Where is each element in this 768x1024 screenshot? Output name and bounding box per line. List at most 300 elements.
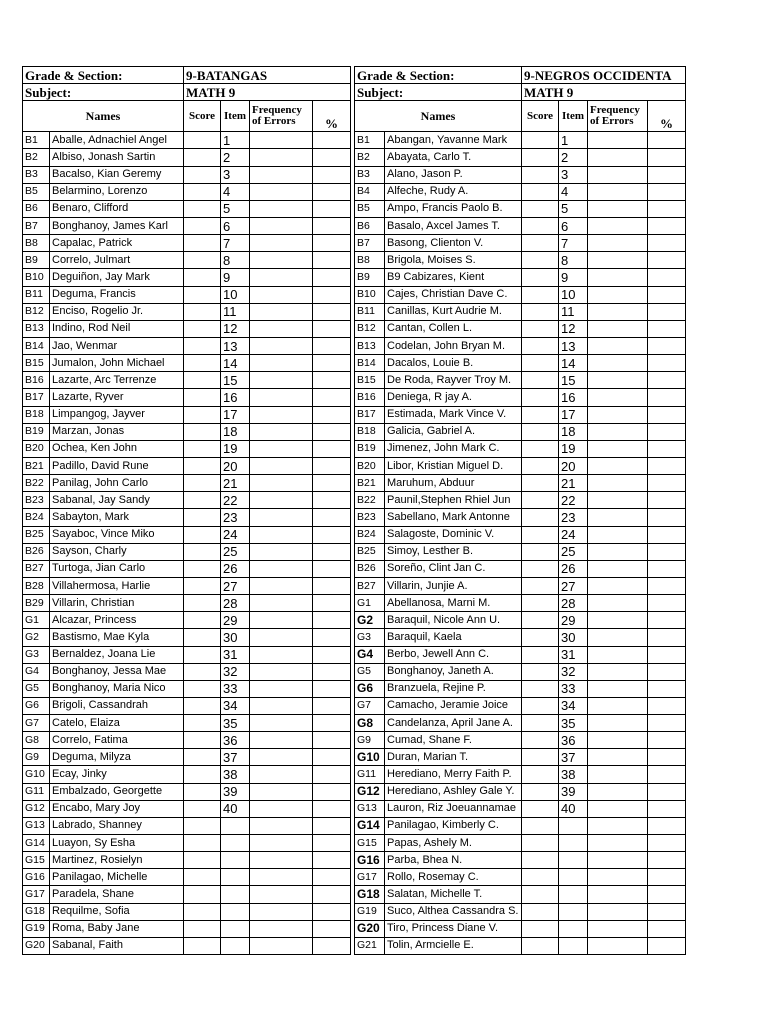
score-cell[interactable] — [184, 886, 221, 903]
score-cell[interactable] — [522, 835, 559, 852]
frequency-cell[interactable] — [588, 440, 648, 457]
percent-cell[interactable] — [313, 235, 351, 252]
percent-cell[interactable] — [648, 680, 686, 697]
score-cell[interactable] — [184, 835, 221, 852]
frequency-cell[interactable] — [588, 475, 648, 492]
percent-cell[interactable] — [313, 355, 351, 372]
score-cell[interactable] — [522, 920, 559, 937]
frequency-cell[interactable] — [588, 149, 648, 166]
percent-cell[interactable] — [648, 303, 686, 320]
score-cell[interactable] — [522, 132, 559, 149]
frequency-cell[interactable] — [250, 337, 313, 354]
student-code: B12 — [355, 320, 385, 337]
percent-cell[interactable] — [313, 886, 351, 903]
frequency-cell[interactable] — [250, 235, 313, 252]
score-cell[interactable] — [522, 800, 559, 817]
score-cell[interactable] — [184, 680, 221, 697]
score-cell[interactable] — [522, 766, 559, 783]
frequency-cell[interactable] — [588, 920, 648, 937]
score-cell[interactable] — [522, 937, 559, 954]
score-cell[interactable] — [184, 320, 221, 337]
frequency-cell[interactable] — [250, 886, 313, 903]
percent-cell[interactable] — [648, 595, 686, 612]
frequency-cell[interactable] — [588, 372, 648, 389]
frequency-cell[interactable] — [250, 389, 313, 406]
percent-cell[interactable] — [313, 732, 351, 749]
score-cell[interactable] — [522, 869, 559, 886]
percent-cell[interactable] — [313, 303, 351, 320]
frequency-cell[interactable] — [588, 869, 648, 886]
frequency-cell[interactable] — [588, 783, 648, 800]
frequency-cell[interactable] — [250, 612, 313, 629]
item-header: Item — [221, 101, 250, 132]
frequency-cell[interactable] — [250, 355, 313, 372]
score-cell[interactable] — [522, 783, 559, 800]
percent-cell[interactable] — [648, 766, 686, 783]
percent-cell[interactable] — [313, 217, 351, 234]
score-cell[interactable] — [522, 320, 559, 337]
score-cell[interactable] — [184, 817, 221, 834]
frequency-cell[interactable] — [588, 612, 648, 629]
student-code: G17 — [23, 886, 50, 903]
score-cell[interactable] — [522, 475, 559, 492]
score-cell[interactable] — [184, 509, 221, 526]
score-cell[interactable] — [522, 749, 559, 766]
percent-cell[interactable] — [313, 457, 351, 474]
percent-cell[interactable] — [648, 612, 686, 629]
score-cell[interactable] — [184, 475, 221, 492]
frequency-cell[interactable] — [250, 269, 313, 286]
percent-cell[interactable] — [313, 715, 351, 732]
score-cell[interactable] — [522, 509, 559, 526]
percent-cell[interactable] — [313, 286, 351, 303]
percent-cell[interactable] — [648, 200, 686, 217]
percent-cell[interactable] — [313, 132, 351, 149]
item-number: 7 — [559, 235, 588, 252]
frequency-cell[interactable] — [250, 440, 313, 457]
frequency-cell[interactable] — [588, 715, 648, 732]
percent-cell[interactable] — [313, 835, 351, 852]
score-cell[interactable] — [184, 372, 221, 389]
score-cell[interactable] — [522, 646, 559, 663]
score-cell[interactable] — [184, 217, 221, 234]
frequency-cell[interactable] — [588, 852, 648, 869]
score-cell[interactable] — [184, 852, 221, 869]
frequency-cell[interactable] — [250, 492, 313, 509]
score-cell[interactable] — [522, 440, 559, 457]
frequency-cell[interactable] — [588, 629, 648, 646]
frequency-cell[interactable] — [250, 149, 313, 166]
student-code: B14 — [355, 355, 385, 372]
frequency-cell[interactable] — [250, 303, 313, 320]
frequency-cell[interactable] — [588, 886, 648, 903]
percent-cell[interactable] — [648, 475, 686, 492]
percent-cell[interactable] — [648, 920, 686, 937]
frequency-cell[interactable] — [588, 252, 648, 269]
percent-cell[interactable] — [648, 149, 686, 166]
frequency-cell[interactable] — [250, 252, 313, 269]
score-cell[interactable] — [522, 183, 559, 200]
frequency-cell[interactable] — [250, 406, 313, 423]
percent-cell[interactable] — [648, 852, 686, 869]
score-cell[interactable] — [522, 715, 559, 732]
frequency-cell[interactable] — [588, 560, 648, 577]
score-cell[interactable] — [184, 697, 221, 714]
frequency-cell[interactable] — [588, 526, 648, 543]
frequency-cell[interactable] — [588, 492, 648, 509]
percent-cell[interactable] — [313, 577, 351, 594]
frequency-cell[interactable] — [588, 235, 648, 252]
score-cell[interactable] — [522, 355, 559, 372]
score-cell[interactable] — [522, 543, 559, 560]
score-cell[interactable] — [522, 595, 559, 612]
frequency-cell[interactable] — [250, 852, 313, 869]
frequency-cell[interactable] — [588, 183, 648, 200]
percent-cell[interactable] — [313, 817, 351, 834]
percent-header: % — [313, 101, 351, 132]
percent-cell[interactable] — [313, 749, 351, 766]
score-cell[interactable] — [522, 372, 559, 389]
frequency-cell[interactable] — [250, 577, 313, 594]
score-cell[interactable] — [184, 920, 221, 937]
frequency-cell[interactable] — [588, 337, 648, 354]
frequency-cell[interactable] — [588, 132, 648, 149]
percent-cell[interactable] — [648, 663, 686, 680]
percent-cell[interactable] — [648, 269, 686, 286]
score-cell[interactable] — [184, 303, 221, 320]
percent-cell[interactable] — [313, 269, 351, 286]
frequency-cell[interactable] — [250, 800, 313, 817]
score-cell[interactable] — [184, 903, 221, 920]
score-cell[interactable] — [522, 303, 559, 320]
percent-cell[interactable] — [313, 663, 351, 680]
score-cell[interactable] — [184, 715, 221, 732]
frequency-cell[interactable] — [250, 920, 313, 937]
frequency-cell[interactable] — [250, 166, 313, 183]
score-cell[interactable] — [522, 629, 559, 646]
score-cell[interactable] — [522, 886, 559, 903]
score-cell[interactable] — [522, 200, 559, 217]
student-name: Soreño, Clint Jan C. — [385, 560, 522, 577]
percent-cell[interactable] — [313, 372, 351, 389]
score-cell[interactable] — [184, 132, 221, 149]
score-cell[interactable] — [184, 406, 221, 423]
score-cell[interactable] — [522, 217, 559, 234]
score-cell[interactable] — [184, 612, 221, 629]
frequency-cell[interactable] — [250, 526, 313, 543]
score-cell[interactable] — [522, 817, 559, 834]
percent-cell[interactable] — [313, 252, 351, 269]
frequency-cell[interactable] — [588, 903, 648, 920]
percent-cell[interactable] — [648, 937, 686, 954]
percent-cell[interactable] — [648, 886, 686, 903]
score-cell[interactable] — [522, 732, 559, 749]
frequency-cell[interactable] — [250, 320, 313, 337]
frequency-cell[interactable] — [250, 869, 313, 886]
frequency-cell[interactable] — [588, 663, 648, 680]
frequency-cell[interactable] — [588, 355, 648, 372]
percent-cell[interactable] — [313, 869, 351, 886]
percent-cell[interactable] — [648, 749, 686, 766]
frequency-cell[interactable] — [588, 577, 648, 594]
score-cell[interactable] — [522, 166, 559, 183]
percent-cell[interactable] — [648, 835, 686, 852]
percent-cell[interactable] — [648, 629, 686, 646]
percent-cell[interactable] — [313, 560, 351, 577]
percent-cell[interactable] — [313, 492, 351, 509]
frequency-cell[interactable] — [588, 286, 648, 303]
score-cell[interactable] — [184, 766, 221, 783]
percent-cell[interactable] — [648, 132, 686, 149]
student-row — [23, 492, 351, 509]
frequency-cell[interactable] — [588, 749, 648, 766]
percent-cell[interactable] — [313, 800, 351, 817]
frequency-cell[interactable] — [250, 595, 313, 612]
percent-cell[interactable] — [648, 166, 686, 183]
percent-cell[interactable] — [648, 732, 686, 749]
score-cell[interactable] — [184, 869, 221, 886]
frequency-cell[interactable] — [588, 320, 648, 337]
frequency-cell[interactable] — [250, 697, 313, 714]
percent-cell[interactable] — [648, 869, 686, 886]
percent-cell[interactable] — [648, 526, 686, 543]
percent-cell[interactable] — [648, 903, 686, 920]
score-cell[interactable] — [184, 166, 221, 183]
percent-cell[interactable] — [648, 423, 686, 440]
percent-cell[interactable] — [648, 337, 686, 354]
frequency-cell[interactable] — [250, 835, 313, 852]
frequency-cell[interactable] — [250, 372, 313, 389]
percent-cell[interactable] — [313, 406, 351, 423]
score-cell[interactable] — [184, 252, 221, 269]
percent-cell[interactable] — [648, 217, 686, 234]
score-cell[interactable] — [522, 149, 559, 166]
frequency-cell[interactable] — [250, 937, 313, 954]
percent-cell[interactable] — [313, 183, 351, 200]
score-cell[interactable] — [522, 492, 559, 509]
frequency-cell[interactable] — [250, 783, 313, 800]
frequency-cell[interactable] — [250, 817, 313, 834]
frequency-cell[interactable] — [250, 423, 313, 440]
frequency-cell[interactable] — [588, 217, 648, 234]
percent-cell[interactable] — [648, 697, 686, 714]
percent-cell[interactable] — [648, 440, 686, 457]
score-cell[interactable] — [522, 389, 559, 406]
percent-cell[interactable] — [313, 320, 351, 337]
frequency-cell[interactable] — [588, 406, 648, 423]
frequency-cell[interactable] — [250, 560, 313, 577]
score-cell[interactable] — [184, 200, 221, 217]
percent-cell[interactable] — [648, 492, 686, 509]
score-cell[interactable] — [184, 337, 221, 354]
frequency-cell[interactable] — [588, 595, 648, 612]
frequency-cell[interactable] — [588, 543, 648, 560]
percent-cell[interactable] — [313, 149, 351, 166]
score-cell[interactable] — [184, 526, 221, 543]
percent-cell[interactable] — [648, 543, 686, 560]
percent-cell[interactable] — [313, 629, 351, 646]
frequency-cell[interactable] — [250, 749, 313, 766]
percent-cell[interactable] — [648, 560, 686, 577]
frequency-cell[interactable] — [250, 646, 313, 663]
percent-cell[interactable] — [313, 526, 351, 543]
frequency-cell[interactable] — [588, 835, 648, 852]
percent-cell[interactable] — [313, 646, 351, 663]
frequency-cell[interactable] — [588, 800, 648, 817]
score-cell[interactable] — [184, 783, 221, 800]
percent-cell[interactable] — [648, 389, 686, 406]
percent-cell[interactable] — [313, 903, 351, 920]
frequency-cell[interactable] — [250, 680, 313, 697]
score-cell[interactable] — [522, 903, 559, 920]
score-cell[interactable] — [184, 629, 221, 646]
score-cell[interactable] — [522, 286, 559, 303]
score-cell[interactable] — [184, 492, 221, 509]
percent-cell[interactable] — [313, 509, 351, 526]
percent-cell[interactable] — [313, 920, 351, 937]
frequency-cell[interactable] — [588, 200, 648, 217]
frequency-cell[interactable] — [588, 766, 648, 783]
score-cell[interactable] — [184, 732, 221, 749]
score-cell[interactable] — [522, 612, 559, 629]
score-cell[interactable] — [184, 560, 221, 577]
percent-cell[interactable] — [648, 817, 686, 834]
score-cell[interactable] — [184, 235, 221, 252]
frequency-cell[interactable] — [588, 646, 648, 663]
frequency-cell[interactable] — [588, 937, 648, 954]
frequency-cell[interactable] — [588, 680, 648, 697]
score-cell[interactable] — [522, 560, 559, 577]
frequency-cell[interactable] — [588, 697, 648, 714]
score-cell[interactable] — [184, 423, 221, 440]
percent-cell[interactable] — [313, 766, 351, 783]
score-cell[interactable] — [522, 577, 559, 594]
percent-cell[interactable] — [648, 783, 686, 800]
score-cell[interactable] — [184, 355, 221, 372]
percent-cell[interactable] — [313, 389, 351, 406]
percent-cell[interactable] — [648, 509, 686, 526]
frequency-cell[interactable] — [250, 732, 313, 749]
score-cell[interactable] — [522, 457, 559, 474]
score-cell[interactable] — [184, 937, 221, 954]
frequency-cell[interactable] — [250, 183, 313, 200]
score-cell[interactable] — [184, 183, 221, 200]
percent-cell[interactable] — [648, 372, 686, 389]
percent-cell[interactable] — [648, 646, 686, 663]
frequency-cell[interactable] — [588, 303, 648, 320]
percent-cell[interactable] — [313, 937, 351, 954]
percent-cell[interactable] — [648, 355, 686, 372]
score-cell[interactable] — [184, 800, 221, 817]
percent-cell[interactable] — [648, 235, 686, 252]
frequency-cell[interactable] — [588, 423, 648, 440]
score-cell[interactable] — [522, 423, 559, 440]
score-cell[interactable] — [184, 457, 221, 474]
score-cell[interactable] — [184, 749, 221, 766]
percent-cell[interactable] — [313, 475, 351, 492]
score-cell[interactable] — [522, 269, 559, 286]
score-cell[interactable] — [184, 149, 221, 166]
score-cell[interactable] — [522, 852, 559, 869]
frequency-cell[interactable] — [250, 457, 313, 474]
score-cell[interactable] — [522, 526, 559, 543]
score-cell[interactable] — [522, 235, 559, 252]
score-cell[interactable] — [184, 269, 221, 286]
frequency-cell[interactable] — [250, 475, 313, 492]
percent-cell[interactable] — [313, 852, 351, 869]
frequency-cell[interactable] — [588, 817, 648, 834]
frequency-cell[interactable] — [250, 200, 313, 217]
score-cell[interactable] — [184, 595, 221, 612]
frequency-cell[interactable] — [250, 663, 313, 680]
frequency-cell[interactable] — [588, 389, 648, 406]
percent-cell[interactable] — [313, 697, 351, 714]
score-cell[interactable] — [184, 440, 221, 457]
item-number: 31 — [559, 646, 588, 663]
frequency-cell[interactable] — [250, 543, 313, 560]
percent-cell[interactable] — [313, 612, 351, 629]
score-cell[interactable] — [184, 286, 221, 303]
percent-cell[interactable] — [313, 337, 351, 354]
score-cell[interactable] — [522, 680, 559, 697]
percent-cell[interactable] — [313, 423, 351, 440]
frequency-cell[interactable] — [250, 132, 313, 149]
percent-cell[interactable] — [313, 543, 351, 560]
percent-cell[interactable] — [648, 320, 686, 337]
percent-cell[interactable] — [313, 166, 351, 183]
percent-cell[interactable] — [648, 183, 686, 200]
frequency-cell[interactable] — [250, 286, 313, 303]
frequency-cell[interactable] — [588, 732, 648, 749]
percent-cell[interactable] — [313, 440, 351, 457]
item-number: 15 — [559, 372, 588, 389]
frequency-cell[interactable] — [250, 903, 313, 920]
frequency-cell[interactable] — [250, 715, 313, 732]
percent-cell[interactable] — [313, 200, 351, 217]
percent-cell[interactable] — [648, 286, 686, 303]
percent-cell[interactable] — [648, 577, 686, 594]
percent-cell[interactable] — [648, 715, 686, 732]
score-cell[interactable] — [522, 406, 559, 423]
score-cell[interactable] — [522, 337, 559, 354]
frequency-cell[interactable] — [588, 269, 648, 286]
frequency-cell[interactable] — [250, 509, 313, 526]
frequency-cell[interactable] — [588, 457, 648, 474]
score-cell[interactable] — [184, 389, 221, 406]
percent-cell[interactable] — [313, 595, 351, 612]
frequency-cell[interactable] — [588, 166, 648, 183]
score-cell[interactable] — [184, 543, 221, 560]
frequency-cell[interactable] — [588, 509, 648, 526]
percent-cell[interactable] — [648, 252, 686, 269]
score-cell[interactable] — [522, 697, 559, 714]
score-cell[interactable] — [184, 646, 221, 663]
frequency-cell[interactable] — [250, 629, 313, 646]
frequency-cell[interactable] — [250, 217, 313, 234]
score-cell[interactable] — [522, 252, 559, 269]
percent-cell[interactable] — [313, 783, 351, 800]
score-cell[interactable] — [522, 663, 559, 680]
percent-cell[interactable] — [648, 406, 686, 423]
score-cell[interactable] — [184, 663, 221, 680]
percent-cell[interactable] — [648, 800, 686, 817]
percent-cell[interactable] — [313, 680, 351, 697]
student-name: Marzan, Jonas — [50, 423, 184, 440]
score-cell[interactable] — [184, 577, 221, 594]
student-row — [355, 937, 686, 954]
frequency-cell[interactable] — [250, 766, 313, 783]
percent-cell[interactable] — [648, 457, 686, 474]
